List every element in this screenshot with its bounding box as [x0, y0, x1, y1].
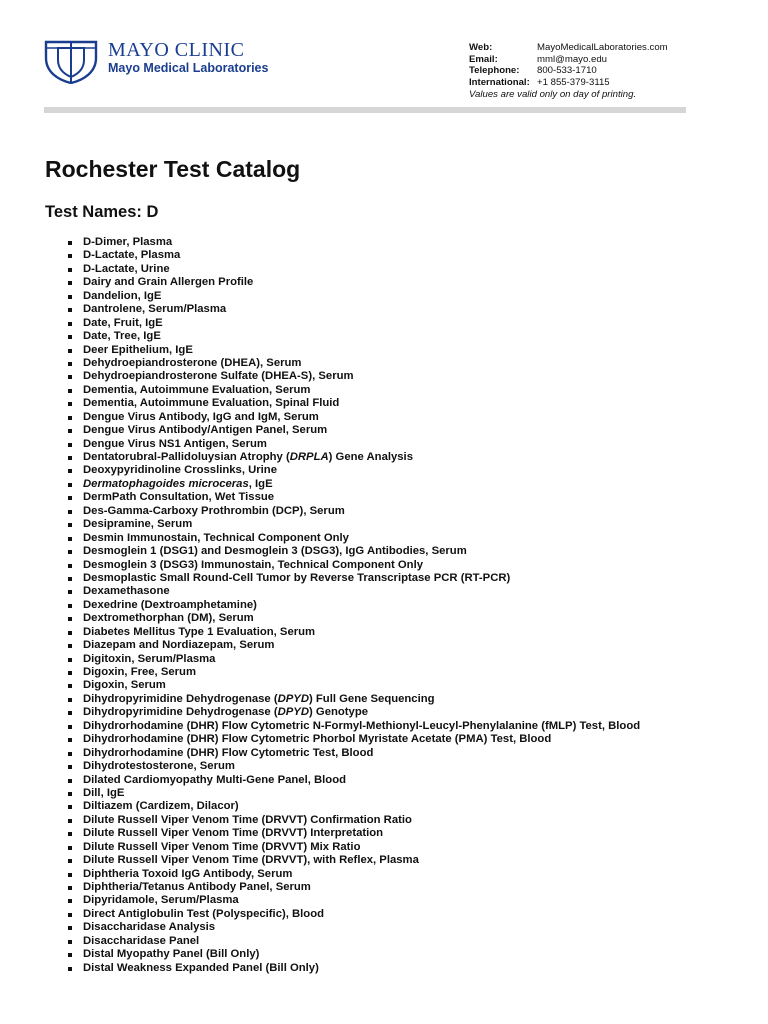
test-list-item[interactable]: Dihydrotestosterone, Serum — [68, 760, 640, 773]
test-list-item[interactable]: Dehydroepiandrosterone (DHEA), Serum — [68, 357, 640, 370]
test-list-item[interactable]: Dentatorubral-Pallidoluysian Atrophy (DRPLA) Gene Analysis — [68, 451, 640, 464]
test-list-item[interactable]: Desipramine, Serum — [68, 518, 640, 531]
contact-label: Web: — [469, 42, 493, 53]
test-list-item[interactable]: Dehydroepiandrosterone Sulfate (DHEA-S), Serum — [68, 370, 640, 383]
test-list-item[interactable]: Dantrolene, Serum/Plasma — [68, 303, 640, 316]
mayo-shields-icon — [44, 40, 98, 84]
contact-value-email[interactable]: mml@mayo.edu — [537, 53, 607, 65]
test-list-item[interactable]: Desmin Immunostain, Technical Component Only — [68, 532, 640, 545]
contact-value-international: +1 855-379-3115 — [537, 77, 610, 89]
contact-label: International: — [469, 77, 530, 89]
test-list-item[interactable]: Diphtheria Toxoid IgG Antibody, Serum — [68, 868, 640, 881]
test-list-item[interactable]: Dihydropyrimidine Dehydrogenase (DPYD) Full Gene Sequencing — [68, 693, 640, 706]
test-list-item[interactable]: Deer Epithelium, IgE — [68, 344, 640, 357]
contact-label: Telephone: — [469, 65, 520, 77]
test-list-item[interactable]: Dairy and Grain Allergen Profile — [68, 276, 640, 289]
test-list-item[interactable]: Deoxypyridinoline Crosslinks, Urine — [68, 464, 640, 477]
test-list-item[interactable]: Des-Gamma-Carboxy Prothrombin (DCP), Serum — [68, 505, 640, 518]
test-list-item[interactable]: Dengue Virus Antibody, IgG and IgM, Serum — [68, 411, 640, 424]
test-list-item[interactable]: Distal Myopathy Panel (Bill Only) — [68, 948, 640, 961]
test-list-item[interactable]: Distal Weakness Expanded Panel (Bill Only) — [68, 962, 640, 975]
test-list-item[interactable]: D-Lactate, Plasma — [68, 249, 640, 262]
contact-label: Email: — [469, 53, 498, 65]
test-list-item[interactable]: Diphtheria/Tetanus Antibody Panel, Serum — [68, 881, 640, 894]
test-list-item[interactable]: Dementia, Autoimmune Evaluation, Serum — [68, 384, 640, 397]
test-list-item[interactable]: Dihydrorhodamine (DHR) Flow Cytometric Phorbol Myristate Acetate (PMA) Test, Blood — [68, 733, 640, 746]
contact-row — [469, 65, 668, 77]
test-list-item[interactable]: Disaccharidase Panel — [68, 935, 640, 948]
contact-value-web[interactable]: MayoMedicalLaboratories.com — [537, 42, 668, 53]
test-list-item[interactable]: Dill, IgE — [68, 787, 640, 800]
test-list-item[interactable]: Dilute Russell Viper Venom Time (DRVVT) Confirmation Ratio — [68, 814, 640, 827]
test-list-item[interactable]: Dexedrine (Dextroamphetamine) — [68, 599, 640, 612]
test-list-item[interactable]: Digoxin, Free, Serum — [68, 666, 640, 679]
test-list-item[interactable]: D-Lactate, Urine — [68, 263, 640, 276]
test-list-item[interactable]: Dihydrorhodamine (DHR) Flow Cytometric Test, Blood — [68, 747, 640, 760]
test-list-item[interactable]: Dilute Russell Viper Venom Time (DRVVT), with Reflex, Plasma — [68, 854, 640, 867]
test-list-item[interactable]: Dilute Russell Viper Venom Time (DRVVT) Interpretation — [68, 827, 640, 840]
test-list-item[interactable]: Direct Antiglobulin Test (Polyspecific), Blood — [68, 908, 640, 921]
gene-italic-text: DPYD — [277, 706, 309, 719]
test-list-item[interactable]: Dihydrorhodamine (DHR) Flow Cytometric N-Formyl-Methionyl-Leucyl-Phenylalanine (fMLP) Test, Blood — [68, 720, 640, 733]
validity-note: Values are valid only on day of printing. — [469, 88, 637, 100]
test-list-item[interactable]: Desmoglein 1 (DSG1) and Desmoglein 3 (DSG3), IgG Antibodies, Serum — [68, 545, 640, 558]
division-name: Mayo Medical Laboratories — [108, 61, 269, 75]
gene-italic-text: DRPLA — [289, 451, 329, 463]
test-list-item[interactable]: Dexamethasone — [68, 585, 640, 598]
test-list-item[interactable]: Dilated Cardiomyopathy Multi-Gene Panel, Blood — [68, 774, 640, 787]
header-divider — [44, 107, 686, 113]
contact-row — [469, 42, 668, 54]
test-list-item[interactable]: Dengue Virus NS1 Antigen, Serum — [68, 438, 640, 451]
test-list-item[interactable]: Disaccharidase Analysis — [68, 921, 640, 934]
test-list-item[interactable]: Dementia, Autoimmune Evaluation, Spinal Fluid — [68, 397, 640, 410]
test-list-item[interactable]: DermPath Consultation, Wet Tissue — [68, 491, 640, 504]
test-list-item[interactable]: Dextromethorphan (DM), Serum — [68, 612, 640, 625]
contact-row — [469, 54, 668, 66]
test-name-list — [68, 236, 640, 975]
test-list-item[interactable]: Dengue Virus Antibody/Antigen Panel, Serum — [68, 424, 640, 437]
test-list-item[interactable]: Digoxin, Serum — [68, 679, 640, 692]
test-list-item[interactable]: Diltiazem (Cardizem, Dilacor) — [68, 800, 640, 813]
test-list-item[interactable]: Diabetes Mellitus Type 1 Evaluation, Serum — [68, 626, 640, 639]
contact-info — [469, 42, 668, 101]
test-list-item[interactable]: Digitoxin, Serum/Plasma — [68, 653, 640, 666]
test-list-item[interactable]: Dandelion, IgE — [68, 290, 640, 303]
contact-row — [469, 77, 668, 89]
test-list-item[interactable]: Dipyridamole, Serum/Plasma — [68, 894, 640, 907]
contact-value-telephone: 800-533-1710 — [537, 65, 597, 77]
page-title: Rochester Test Catalog — [45, 156, 301, 182]
test-list-item[interactable]: Dilute Russell Viper Venom Time (DRVVT) Mix Ratio — [68, 841, 640, 854]
test-list-item[interactable]: Dermatophagoides microceras, IgE — [68, 478, 640, 491]
test-list-item[interactable]: Date, Fruit, IgE — [68, 317, 640, 330]
gene-italic-text: DPYD — [277, 692, 309, 705]
mayo-clinic-logo — [44, 40, 268, 84]
test-list-item[interactable]: Desmoglein 3 (DSG3) Immunostain, Technical Component Only — [68, 559, 640, 572]
section-title: Test Names: D — [45, 203, 159, 221]
test-list-item[interactable]: Date, Tree, IgE — [68, 330, 640, 343]
test-list-item[interactable]: Desmoplastic Small Round-Cell Tumor by Reverse Transcriptase PCR (RT-PCR) — [68, 572, 640, 585]
gene-italic-text: Dermatophagoides microceras — [83, 477, 249, 490]
test-list-item[interactable]: Diazepam and Nordiazepam, Serum — [68, 639, 640, 652]
brand-name: MAYO CLINIC — [108, 39, 245, 61]
test-list-item[interactable]: Dihydropyrimidine Dehydrogenase (DPYD) Genotype — [68, 706, 640, 719]
test-list-item[interactable]: D-Dimer, Plasma — [68, 236, 640, 249]
